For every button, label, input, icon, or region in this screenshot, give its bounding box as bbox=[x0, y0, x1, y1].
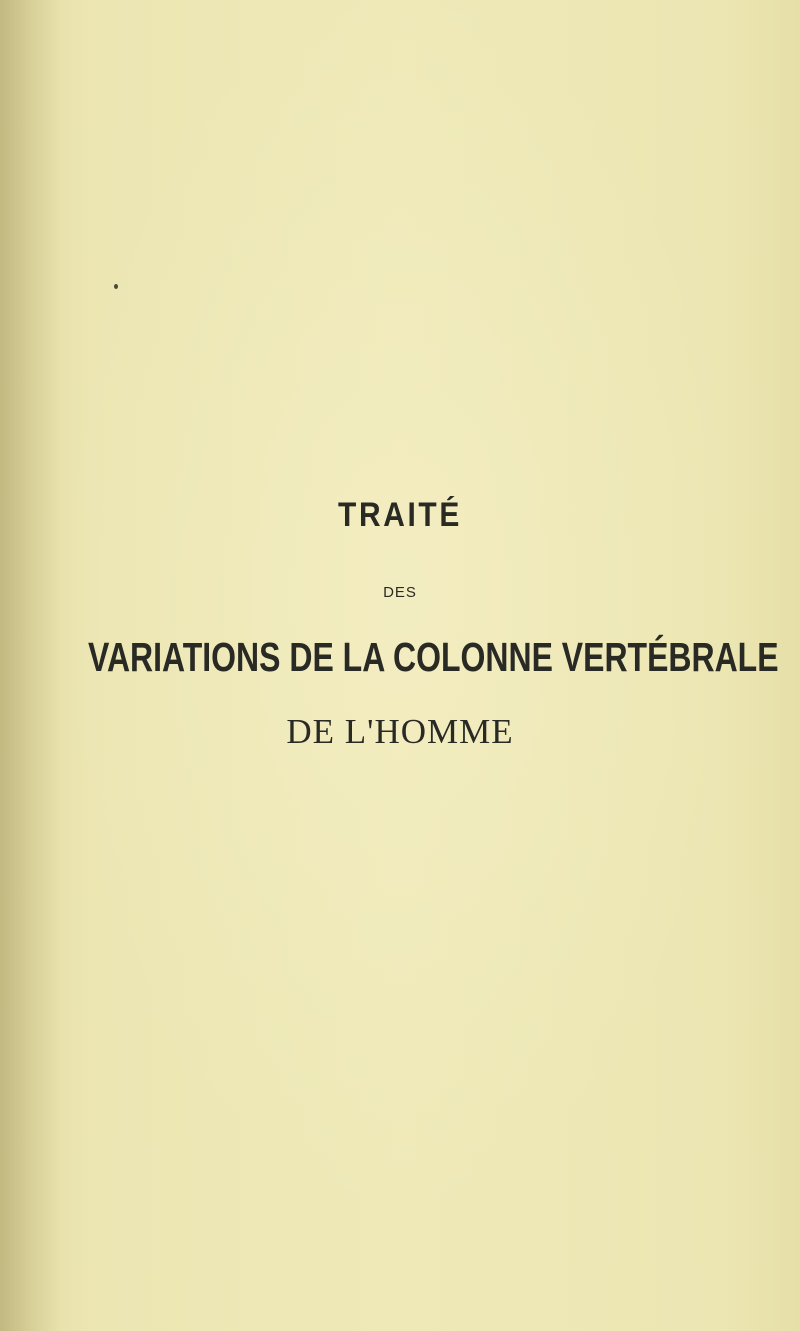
title-des: DES bbox=[383, 584, 417, 601]
title-de-l-homme: DE L'HOMME bbox=[286, 712, 514, 751]
title-main: VARIATIONS DE LA COLONNE VERTÉBRALE bbox=[88, 634, 779, 680]
title-traite: TRAITÉ bbox=[338, 496, 462, 534]
page-edge-shadow bbox=[0, 0, 60, 1331]
ink-speck bbox=[114, 284, 118, 289]
